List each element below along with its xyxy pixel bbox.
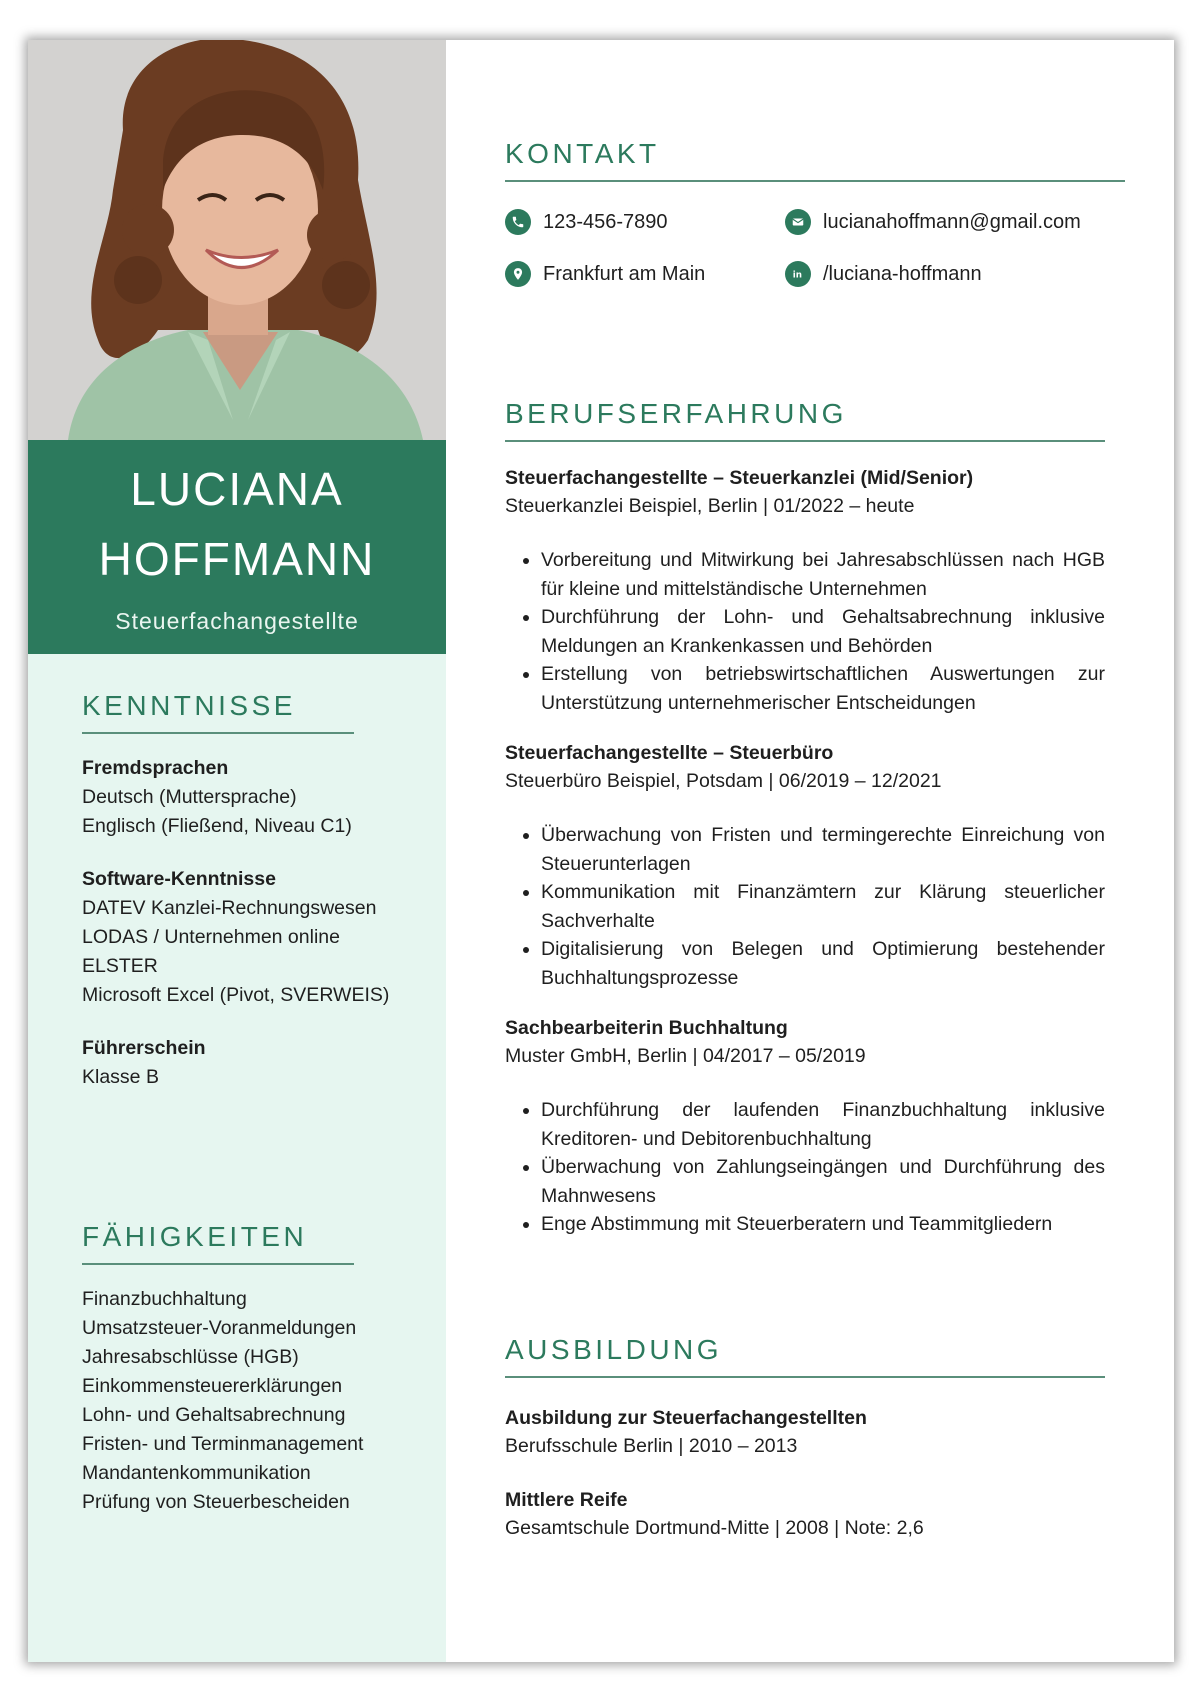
list-item: Fristen- und Terminmanagement [82, 1433, 364, 1455]
ausbildung-section [505, 1334, 1145, 1542]
kenntnisse-heading: KENNTNISSE [82, 690, 296, 721]
linkedin-icon [785, 261, 811, 287]
ausbildung-heading: AUSBILDUNG [505, 1334, 723, 1365]
job-bullets [505, 1096, 1105, 1239]
job-meta: Steuerbüro Beispiel, Potsdam | 06/2019 – 12/2021 [505, 770, 942, 792]
skill-group-software [82, 865, 422, 1010]
group-item: Klasse B [82, 1066, 159, 1088]
resume-page [28, 40, 1174, 1662]
job-role: Sachbearbeiterin Buchhaltung [505, 1017, 788, 1039]
group-title: Führerschein [82, 1037, 206, 1059]
section-divider [82, 732, 354, 734]
group-title: Fremdsprachen [82, 757, 229, 779]
contact-linkedin[interactable] [785, 260, 982, 288]
list-item: • Vorbereitung und Mitwirkung bei Jahresabschlüssen nach HGB für kleine und mittelständische Unternehmen [541, 546, 1105, 603]
faehigkeiten-heading: FÄHIGKEITEN [82, 1221, 308, 1252]
profile-photo [28, 40, 446, 440]
list-item: • Überwachung von Fristen und termingerechte Einreichung von Steuerunterlagen [541, 821, 1105, 878]
job-entry [505, 464, 1145, 717]
contact-phone[interactable] [505, 208, 668, 236]
skills-list [82, 1285, 422, 1517]
linkedin-text: /luciana-hoffmann [823, 262, 982, 285]
section-divider [505, 440, 1105, 442]
list-item: Lohn- und Gehaltsabrechnung [82, 1404, 346, 1426]
faehigkeiten-section [82, 1221, 422, 1517]
first-name: LUCIANA [130, 463, 344, 515]
job-bullets [505, 821, 1105, 992]
sidebar [28, 40, 446, 1662]
list-item: • Erstellung von betriebswirtschaftlichen Auswertungen zur Unterstützung unternehmerischer Entscheidungen [541, 660, 1105, 717]
job-title: Steuerfachangestellte [115, 608, 359, 634]
list-item: • Digitalisierung von Belegen und Optimierung bestehender Buchhaltungsprozesse [541, 935, 1105, 992]
location-text: Frankfurt am Main [543, 262, 706, 285]
last-name: HOFFMANN [98, 533, 376, 585]
education-title: Mittlere Reife [505, 1489, 628, 1511]
group-item: DATEV Kanzlei-Rechnungswesen [82, 897, 377, 919]
job-bullets [505, 546, 1105, 717]
kontakt-heading: KONTAKT [505, 138, 660, 169]
phone-text: 123-456-7890 [543, 210, 668, 233]
job-role: Steuerfachangestellte – Steuerkanzlei (Mid/Senior) [505, 467, 974, 489]
section-divider [82, 1263, 354, 1265]
list-item: Jahresabschlüsse (HGB) [82, 1346, 299, 1368]
job-role: Steuerfachangestellte – Steuerbüro [505, 742, 834, 764]
group-title: Software-Kenntnisse [82, 868, 276, 890]
group-item: LODAS / Unternehmen online [82, 926, 340, 948]
job-entry [505, 1014, 1145, 1239]
group-item: ELSTER [82, 955, 158, 977]
education-meta: Berufsschule Berlin | 2010 – 2013 [505, 1435, 798, 1457]
list-item: • Enge Abstimmung mit Steuerberatern und Teammitgliedern [541, 1210, 1105, 1239]
kontakt-section [505, 138, 1145, 298]
berufserfahrung-section [505, 398, 1145, 1239]
education-entry [505, 1404, 1145, 1460]
education-title: Ausbildung zur Steuerfachangestellten [505, 1407, 867, 1429]
section-divider [505, 180, 1125, 182]
education-meta: Gesamtschule Dortmund-Mitte | 2008 | Note: 2,6 [505, 1517, 924, 1539]
contact-grid [505, 208, 1145, 298]
location-icon [505, 261, 531, 287]
group-item: Deutsch (Muttersprache) [82, 786, 297, 808]
list-item: • Überwachung von Zahlungseingängen und Durchführung des Mahnwesens [541, 1153, 1105, 1210]
svg-text:in: in [792, 270, 802, 281]
job-meta: Muster GmbH, Berlin | 04/2017 – 05/2019 [505, 1045, 866, 1067]
skill-group-license [82, 1034, 422, 1092]
list-item: Finanzbuchhaltung [82, 1288, 247, 1310]
list-item: Mandantenkommunikation [82, 1462, 311, 1484]
list-item: Prüfung von Steuerbescheiden [82, 1491, 350, 1513]
phone-icon [505, 209, 531, 235]
list-item: • Durchführung der laufenden Finanzbuchhaltung inklusive Kreditoren- und Debitorenbuchhaltung [541, 1096, 1105, 1153]
job-entry [505, 739, 1145, 992]
list-item: Umsatzsteuer-Voranmeldungen [82, 1317, 357, 1339]
list-item: • Kommunikation mit Finanzämtern zur Klärung steuerlicher Sachverhalte [541, 878, 1105, 935]
group-item: Englisch (Fließend, Niveau C1) [82, 815, 352, 837]
portrait-illustration [28, 40, 446, 440]
group-item: Microsoft Excel (Pivot, SVERWEIS) [82, 984, 390, 1006]
job-meta: Steuerkanzlei Beispiel, Berlin | 01/2022 – heute [505, 495, 915, 517]
list-item: Einkommensteuererklärungen [82, 1375, 343, 1397]
contact-email[interactable] [785, 208, 1081, 236]
kenntnisse-section [82, 690, 422, 1092]
name-banner [28, 440, 446, 654]
contact-location [505, 260, 705, 288]
skill-group-languages [82, 754, 422, 841]
berufserfahrung-heading: BERUFSERFAHRUNG [505, 398, 847, 429]
section-divider [505, 1376, 1105, 1378]
email-text: lucianahoffmann@gmail.com [823, 210, 1081, 233]
email-icon [785, 209, 811, 235]
education-entry [505, 1486, 1145, 1542]
list-item: • Durchführung der Lohn- und Gehaltsabrechnung inklusive Meldungen an Krankenkassen und Behörden [541, 603, 1105, 660]
